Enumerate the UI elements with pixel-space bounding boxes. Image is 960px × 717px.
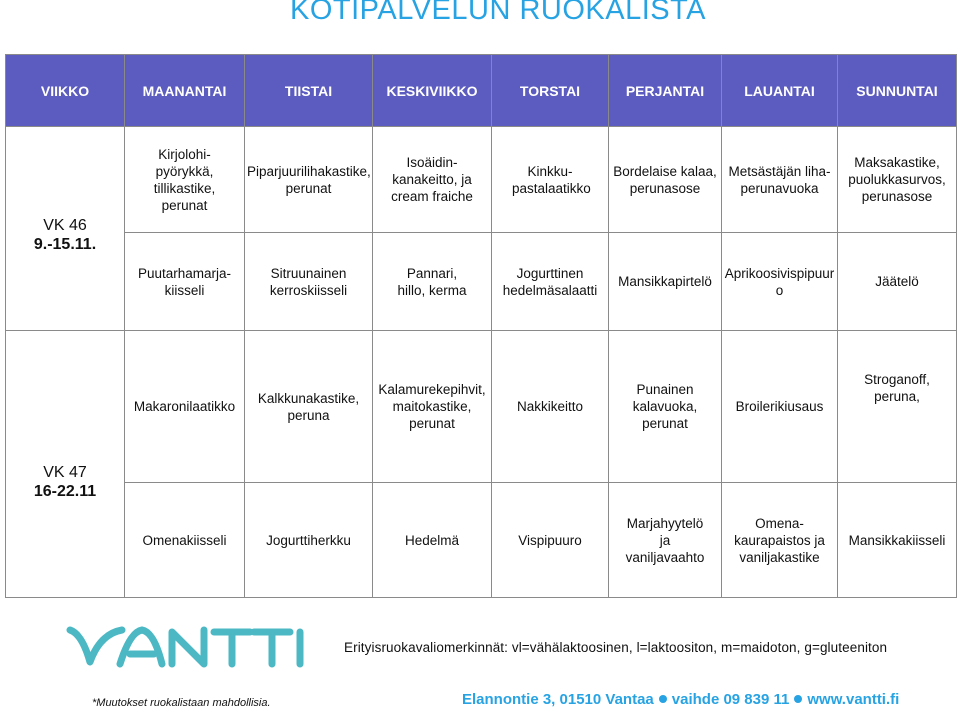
main-dish: Kalamurekepihvit, maitokastike, perunat [373, 331, 492, 483]
footer-address: Elannontie 3, 01510 Vantaa [462, 691, 654, 708]
main-dish: Piparjuurilihakastike, perunat [245, 127, 373, 233]
main-dish: Broilerikiusaus [722, 331, 838, 483]
bullet-icon [794, 695, 802, 703]
week-47-dessert-row [6, 483, 957, 598]
week-46-cell [6, 127, 125, 331]
dessert: Marjahyytelö ja vaniljavaahto [609, 483, 722, 598]
header-monday: MAANANTAI [125, 55, 245, 127]
logo-text: VANTTI [64, 624, 68, 625]
dessert: Vispipuuro [492, 483, 609, 598]
dessert: Mansikkapirtelö [609, 233, 722, 331]
main-dish: Stroganoff, peruna, [838, 331, 957, 483]
week-dates: 9.-15.11. [33, 236, 97, 253]
header-thursday: TORSTAI [492, 55, 609, 127]
header-week: VIIKKO [6, 55, 125, 127]
header-saturday: LAUANTAI [722, 55, 838, 127]
main-dish: Bordelaise kalaa, perunasose [609, 127, 722, 233]
main-dish: Makaronilaatikko [125, 331, 245, 483]
week-label: VK 46 [43, 217, 87, 234]
header-sunday: SUNNUNTAI [838, 55, 957, 127]
dessert: Jogurttinen hedelmäsalaatti [492, 233, 609, 331]
dessert: Sitruunainen kerroskiisseli [245, 233, 373, 331]
main-dish: Isoäidin-kanakeitto, ja cream fraiche [373, 127, 492, 233]
week-dates: 16-22.11 [33, 483, 97, 500]
footer-website-link[interactable]: www.vantti.fi [807, 691, 900, 708]
header-wednesday: KESKIVIIKKO [373, 55, 492, 127]
dessert: Aprikoosivispipuuro [722, 233, 838, 331]
dessert: Mansikkakiisseli [838, 483, 957, 598]
disclaimer: *Muutokset ruokalistaan mahdollisia. [92, 697, 271, 709]
dessert: Jogurttiherkku [245, 483, 373, 598]
menu-table [5, 54, 957, 598]
main-dish: Kirjolohi-pyörykkä, tillikastike, perunat [125, 127, 245, 233]
page-title: KOTIPALVELUN RUOKALISTA [290, 0, 706, 26]
footer-contact [462, 691, 899, 708]
main-dish: Kinkku-pastalaatikko [492, 127, 609, 233]
dessert: Pannari, hillo, kerma [373, 233, 492, 331]
week-47-cell [6, 331, 125, 598]
header-row [6, 55, 957, 127]
main-dish: Maksakastike, puolukkasurvos, perunasose [838, 127, 957, 233]
main-dish: Nakkikeitto [492, 331, 609, 483]
dessert: Hedelmä [373, 483, 492, 598]
dessert: Puutarhamarja-kiisseli [125, 233, 245, 331]
diet-note: Erityisruokavaliomerkinnät: vl=vähälaktoosinen, l=laktoositon, m=maidoton, g=gluteeniton [344, 640, 888, 655]
dessert: Omena-kaurapaistos ja vaniljakastike [722, 483, 838, 598]
header-tuesday: TIISTAI [245, 55, 373, 127]
main-dish: Kalkkunakastike, peruna [245, 331, 373, 483]
week-46-dessert-row [6, 233, 957, 331]
week-47-main-row [6, 331, 957, 483]
vantti-logo [64, 624, 308, 670]
bullet-icon [659, 695, 667, 703]
week-46-main-row [6, 127, 957, 233]
week-label: VK 47 [43, 464, 87, 481]
footer-phone: vaihde 09 839 11 [671, 691, 790, 708]
dessert: Omenakiisseli [125, 483, 245, 598]
main-dish: Metsästäjän liha-perunavuoka [722, 127, 838, 233]
header-friday: PERJANTAI [609, 55, 722, 127]
dessert: Jäätelö [838, 233, 957, 331]
main-dish: Punainen kalavuoka, perunat [609, 331, 722, 483]
